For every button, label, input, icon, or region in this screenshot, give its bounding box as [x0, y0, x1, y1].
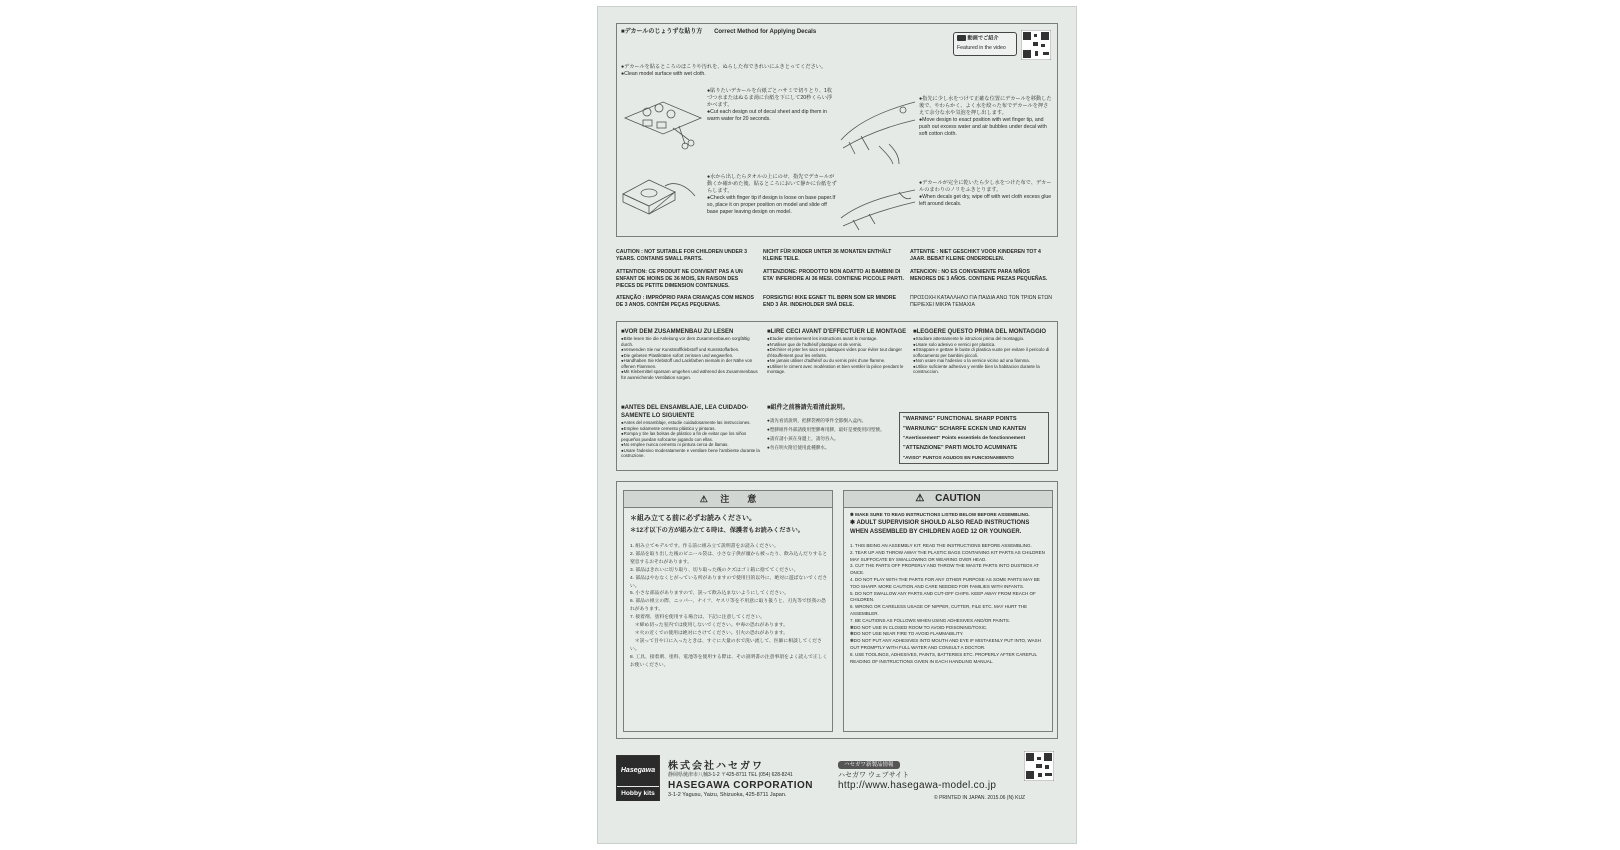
step2-en: ●Cut each design out of decal sheet and dip them in warm water for 20 seconds.	[707, 109, 827, 122]
en-caution-item: 6. WRONG OR CARELESS USAGE OF NIPPER, CUTTER, FILE ETC. MAY HURT THE ASSEMBLER.	[850, 604, 1028, 616]
german-line: ●Bitte lesen Sie die Anleitung vor dem Zusammenbauen sorgfältig durch.	[621, 336, 750, 347]
chinese-title: ■組件之前務請先看清此說明。	[767, 405, 849, 411]
en-caution-lead1: ✽ MAKE SURE TO READ INSTRUCTIONS LISTED BELOW BEFORE ASSEMBLING.	[850, 512, 1030, 517]
jp-caution-item: ＊誤って目や口に入ったときは、すぐに大量の水で洗い流して、医師に相談してください。	[630, 638, 822, 652]
german-title: ■VOR DEM ZUSAMMENBAU ZU LESEN	[621, 329, 734, 335]
chinese-block	[767, 404, 897, 452]
printed-note: © PRINTED IN JAPAN. 2015.06 (N) KUZ	[934, 795, 1026, 801]
french-line: ●Ne jamais utiliser d'adhésif ou du vernis près d'une flamme.	[767, 358, 886, 363]
step1-jp: ●デカールを貼るところのほこりや汚れを、ぬらした布できれいにふきとってください。	[621, 64, 827, 70]
german-line: ●Mit Klebemittel sparsam umgehen und während des Zusammenbaus für ausreichende Ventilation sorgen.	[621, 369, 758, 380]
en-caution-header-bar	[844, 491, 1052, 508]
age-warning-es: ATENCION : NO ES CONVENIENTE PARA NIÑOS MENORES DE 3 AÑOS. CONTIENE PIEZAS PEQUEÑAS.	[910, 269, 1048, 282]
play-icon	[957, 35, 966, 41]
en-caution-item: 4. DO NOT PLAY WITH THE PARTS FOR ANY OTHER PURPOSE AS SOME PARTS MAY BE TOO SHARP. MORE CAUTION AND CARE NEEDED FOR FAMILIES WITH INFANTS.	[850, 576, 1040, 589]
step5-en: ●When decals get dry, wipe off with wet cloth excess glue left around decals.	[919, 194, 1052, 207]
en-caution-header: CAUTION	[935, 493, 981, 504]
french-line: ●Utiliser le ciment avec modération et bien ventiler la pièce pendant le montage.	[767, 363, 904, 374]
step5	[919, 180, 1053, 208]
chinese-line: ●請有請小孩在身邊上，請勿吞入。	[767, 436, 839, 441]
company-en: HASEGAWA CORPORATION	[668, 780, 814, 791]
en-caution-list	[850, 543, 1048, 665]
chinese-line: ●勿在明火附近使用此種膠水。	[767, 445, 830, 450]
decal-cutting-illustration	[623, 88, 703, 150]
step3-jp: ●水から出したらタオルの上にのせ、指先でデカールが動くか確かめた後、貼るところにおいて静かに台紙をずらします。	[707, 174, 837, 194]
en-caution-item: ✽DO NOT USE IN CLOSED ROOM TO AVOID POISONING/TOXIC.	[850, 624, 988, 630]
jp-caution-item: 2. 部品を取り出した後のビニール袋は、小さな子供が頭から被ったり、飲み込んだりすると窒息するおそれがあります。	[630, 551, 828, 565]
spanish-line: ●Antes del ensamblaje, estudie cuidadosamente las instrucciones.	[621, 420, 751, 425]
step4-en: ●Move design to exact position with wet finger tip, and push out excess water and air bubbles under decal with soft cotton cloth.	[919, 117, 1047, 137]
age-warning-nl: ATTENTIE : NIET GESCHIKT VOOR KINDEREN TOT 4 JAAR. BEBAT KLEINE ONDERDELEN.	[910, 249, 1041, 262]
jp-caution-item: ＊火の近くでの使用は絶対にさけてください。引火の恐れがあります。	[630, 630, 788, 636]
italian-block	[913, 328, 1055, 375]
video-badge	[953, 30, 1053, 66]
sharp-warning-line: "Avertissement" Points essentiels de fonctionnement	[903, 436, 1026, 441]
sharp-warning-line: "ATTENZIONE" PARTI MOLTO ACUMINATE	[903, 444, 1018, 451]
en-caution-item: 1. THIS BEING AN ASSEMBLY KIT. READ THE INSTRUCTIONS BEFORE ASSEMBLING.	[850, 543, 1032, 548]
company-info	[668, 757, 813, 799]
age-warning-it: ATTENZIONE: PRODOTTO NON ADATTO AI BAMBINI DI ETA' INFERIORE AI 36 MESI. CONTIENE PICCOLE PARTI.	[763, 269, 904, 282]
en-caution-item: 8. USE TOOLINGS, ADHESIVES, PAINTS, BATTERIES ETC. PROPERLY AFTER CAREFUL READING OF INSTRUCTIONS GIVEN IN EACH HANDLING MANUAL.	[850, 651, 1037, 664]
language-section	[616, 321, 1058, 471]
age-warning-section	[616, 243, 1058, 317]
sharp-warning-line: "WARNING" FUNCTIONAL SHARP POINTS	[903, 416, 1017, 422]
german-line: ●Handhaben Sie Klebstoff und Lackfarben niemals in der Nähe von offenen Flammen.	[621, 358, 753, 369]
logo-top: Hasegawa	[617, 756, 659, 786]
step3-en: ●Check with finger tip if design is loose on base paper.If so, place it on proper position on model and slide off base paper leaving design on model.	[707, 195, 836, 215]
jp-caution-item: 5. 小さな部品がありますので、誤って飲み込まないようにしてください。	[630, 591, 789, 597]
video-badge-en: Featured in the video	[957, 45, 1006, 51]
jp-caution-list	[630, 543, 828, 670]
chinese-line: ●塑膠組件外部請使用塑膠專用膠，最好是要使用同型號。	[767, 427, 885, 432]
qr-code-icon	[1024, 751, 1054, 781]
jp-caution-item: 4. 部品はやむなくとがっている所がありますので使用目的以外に、絶対に遊ばないでください。	[630, 575, 828, 589]
decal-water-tray-illustration	[621, 174, 701, 222]
spanish-line: ●Emplee solamente cemento plástico y pinturas.	[621, 425, 716, 431]
italian-title: ■LEGGERE QUESTO PRIMA DEL MONTAGGIO	[913, 329, 1047, 335]
jp-caution-item: ＊締め切った室内では使用しないでください。中毒の恐れがあります。	[630, 623, 788, 629]
en-caution-item: 2. TEAR UP AND THROW AWAY THE PLASTIC BAGS CONTAINING KIT PARTS AS CHILDREN MAY SUFFOCATE BY SWALLOWING OR WEARING OVER HEAD.	[850, 549, 1045, 562]
en-caution-box	[843, 490, 1053, 732]
jp-caution-item: 8. 工具、接着剤、塗料、電池等を使用する際は、その説明書の注意事項をよく読んで正しくお使いください。	[630, 654, 828, 668]
en-caution-item: 7. BE CAUTIONS AS FOLLOWS WHEN USING ADHESIVES AND/OR PAINTS.	[850, 617, 1010, 623]
spanish-line: ●Usare l'adesivo moderatamente e ventilare bene l'ambiente durante la costruzione.	[621, 447, 760, 458]
step2-jp: ●貼りたいデカールを台紙ごとハサミで切りとり、1枚づつ水またはぬるま湯に台紙を下にして20秒くらい浮かべます。	[707, 88, 833, 108]
web-info	[838, 753, 996, 792]
decal-title-row	[621, 28, 816, 36]
aircraft-wipe-illustration	[839, 184, 917, 232]
jp-caution-box	[623, 490, 833, 732]
age-warning-da: FORSIGTIG! IKKE EGNET TIL BØRN SOM ER MINDRE END 3 ÅR. INDEHOLDER SMÅ DELE.	[763, 295, 897, 308]
decal-section	[616, 23, 1058, 237]
jp-caution-item: 6. 部品の組立の際、ニッパー、ナイフ、ヤスリ等を不用意に取り扱うと、刃先等で怪我の恐れがあります。	[630, 599, 826, 613]
video-badge-jp: 動画でご紹介	[967, 35, 999, 42]
website-url[interactable]: http://www.hasegawa-model.co.jp	[838, 780, 997, 791]
instruction-sheet	[597, 6, 1077, 844]
new-products-badge: ハセガワ新製品情報	[838, 761, 900, 769]
sharp-warning-line: "AVISO" PUNTOS AGUDOS EN FUNCIONAMIENTO	[903, 455, 1014, 460]
decal-title-jp: ■デカールのじょうずな貼り方	[621, 29, 703, 35]
aircraft-decal-placement-illustration	[839, 96, 917, 168]
age-warning-fr: ATTENTION: CE PRODUIT NE CONVIENT PAS A UN ENFANT DE MOINS DE 36 MOIS, EN RAISON DES PIECES DE PETITE DIMENSION CONTENUES.	[616, 269, 743, 289]
step4	[919, 96, 1053, 138]
german-line: ●Die gebeten Plastiktüten sofort zerissen und wegwerfen.	[621, 352, 734, 358]
italian-line: ●Studiare attentamente le istruzioni prima del montaggio.	[913, 336, 1025, 341]
italian-line: ●Non usare mai l'adesivo o la vernice vicino ad una fiamma.	[913, 358, 1030, 363]
age-warning-gr: ΠΡΟΣΟΧΗ ΚΑΤΑΛΛΗΛΟ ΓΙΑ ΠΑΙΔΙΑ ΑΝΩ ΤΩΝ ΤΡΙΩΝ ΕΤΩΝ ΠΕΡΙΕΧΕΙ ΜΙΚΡΑ ΤΕΜΑΧΙΑ	[910, 295, 1052, 308]
step4-jp: ●指先に少し水をつけて正確な位置にデカールを移動した後で、やわらかく、よく水を絞った布でデカールを押さえて余分な水や気泡を押し出します。	[919, 96, 1052, 116]
french-title: ■LIRE CECI AVANT D'EFFECTUER LE MONTAGE	[767, 329, 907, 335]
decal-title-en: Correct Method for Applying Decals	[714, 29, 817, 35]
italian-line: ●Strappare e gettare le buste di plastica vuote per evitare il pericolo di soffocamento per bambini piccoli.	[913, 347, 1050, 358]
jp-caution-lead1: ＊組み立てる前に必ずお読みください。	[630, 515, 756, 522]
en-caution-lead2: ✽ ADULT SUPERVISIOR SHOULD ALSO READ INSTRUCTIONS WHEN ASSEMBLED BY CHILDREN AGED 12 OR YOUNGER.	[850, 520, 1030, 535]
jp-caution-item: 1. 組み立てモデルです。作る前に組み立て説明書をお読みください。	[630, 544, 779, 549]
jp-caution-item: 7. 接着剤、塗料を使用する場合は、下記に注意してください。	[630, 615, 765, 621]
step3	[707, 174, 837, 216]
sharp-points-warning-box	[899, 412, 1049, 464]
step5-jp: ●デカールが完全に乾いたら少し水をつけた布で、デカールのまわりのノリをふきとります。	[919, 180, 1052, 193]
age-warning-en: CAUTION : NOT SUITABLE FOR CHILDREN UNDER 3 YEARS. CONTAINS SMALL PARTS.	[616, 249, 748, 262]
en-caution-item: ✽DO NOT USE NEAR FIRE TO AVOID FLAMMABILITY.	[850, 631, 964, 637]
german-line: ●Verwenden Sie nur Kunststoffklebstoff und Kunststoffarben.	[621, 347, 740, 352]
warning-triangle-icon: ⚠	[915, 493, 925, 504]
jp-caution-lead2: ＊12才以下の方が組み立てる時は、保護者もお読みください。	[630, 527, 804, 534]
step1	[621, 64, 921, 78]
address-jp: 静岡県焼津市八楠3-1-2 〒425-8711 TEL (054) 628-8241	[668, 772, 793, 778]
step1-en: ●Clean model surface with wet cloth.	[621, 71, 706, 77]
logo-bottom: Hobby kits	[617, 786, 659, 801]
chinese-line: ●請先看清說明，把膠袋裡的零件全都倒入盒內。	[767, 418, 867, 423]
jp-caution-header-bar	[624, 491, 832, 508]
spanish-block	[621, 404, 761, 459]
spanish-line: ●Rompa y tire las bolsas de plástico a fin de evitar que los niños pequeños puedan sofocarse jugando con ellas.	[621, 431, 747, 442]
french-line: ●Etudier attentivement les instructions avant le montage.	[767, 336, 878, 341]
jp-caution-header: 注 意	[720, 494, 757, 504]
en-caution-item: 3. CUT THE PARTS OFF PROPERLY AND THROW THE WASTE PARTS INTO DUSTBOX AT ONCE.	[850, 563, 1039, 576]
address-en: 3-1-2 Yagusu, Yaizu, Shizuoka, 425-8711 Japan.	[668, 792, 787, 798]
website-jp: ハセガワ ウェブサイト	[838, 772, 910, 779]
footer	[616, 745, 1058, 837]
italian-line: ●Utilice suficiente adhesivo y ventile bien la habitacion durante la construccion.	[913, 363, 1040, 374]
en-caution-item: 5. DO NOT SWALLOW ANY PARTS AND CUT-OFF CHIPS. KEEP AWAY FROM REACH OF CHILDREN.	[850, 590, 1036, 603]
german-block	[621, 328, 761, 380]
warning-triangle-icon: ⚠	[699, 494, 708, 504]
sharp-warning-line: "WARNUNG" SCHARFE ECKEN UND KANTEN	[903, 425, 1027, 432]
french-line: ●N'utiliser que de l'adhésif plastique et de vernis.	[767, 341, 863, 347]
hasegawa-logo	[616, 755, 660, 801]
company-jp: 株式会社ハセガワ	[668, 761, 764, 772]
en-caution-item: ✽DO NOT PUT ANY ADHESIVES INTO MOUTH AND EYE IF MISTAKENLY PUT INTO, WASH OUT PROMPTLY WITH FULL WATER AND CONSULT A DOCTOR.	[850, 638, 1041, 650]
caution-section	[616, 481, 1058, 739]
step2	[707, 88, 837, 123]
french-block	[767, 328, 907, 375]
jp-caution-item: 3. 部品はきれいに切り取り、切り取った後のクズはゴミ箱に捨ててください。	[630, 567, 799, 573]
age-warning-de: NICHT FÜR KINDER UNTER 36 MONATEN ENTHÄLT KLEINE TEILE.	[763, 249, 892, 262]
age-warning-pt: ATENÇÃO : IMPRÓPRIO PARA CRIANÇAS COM MENOS DE 3 ANOS. CONTÉM PEÇAS PEQUENAS.	[616, 295, 754, 308]
italian-line: ●Usare solo adesivo e vernici per plastica.	[913, 341, 996, 347]
spanish-line: ●No emplee nunca cemento ni pintura cerca de llamas.	[621, 442, 729, 447]
qr-code-icon	[1021, 30, 1051, 60]
spanish-title: ■ANTES DEL ENSAMBLAJE, LEA CUIDADO-SAMENTE LO SIGUIENTE	[621, 405, 749, 419]
french-line: ●Déchirer et jeter les sacs en plastiques vides pour éviter tout danger d'étouffement pour les enfants.	[767, 347, 902, 358]
